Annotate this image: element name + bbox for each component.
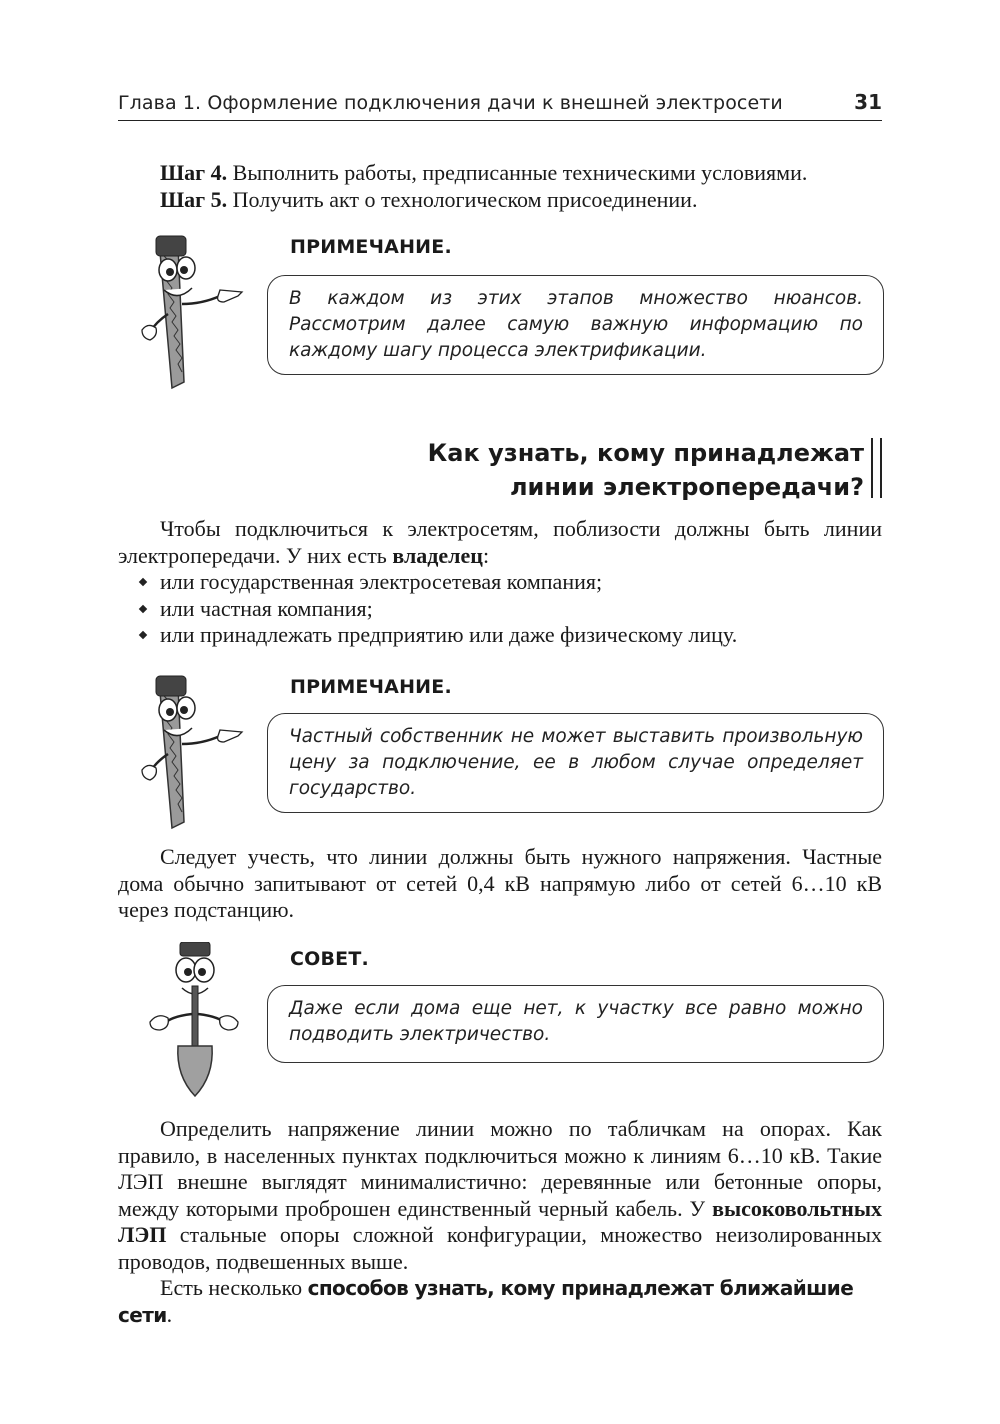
final-block — [118, 1116, 882, 1328]
list-item: или государственная электросетевая компания; — [118, 569, 882, 596]
step-5 — [118, 187, 882, 214]
owner-list — [118, 569, 882, 649]
step-4-label: Шаг 4. — [160, 160, 228, 185]
intro-paragraph — [118, 516, 882, 569]
chapter-title: Глава 1. Оформление подключения дачи к внешней электросети — [118, 92, 783, 114]
note-2-title: ПРИМЕЧАНИЕ. — [290, 676, 452, 698]
intro-bold: владелец — [392, 542, 483, 568]
running-header — [118, 92, 882, 121]
voltage-paragraph: Следует учесть, что линии должны быть нужного напряжения. Частные дома обычно запитывают от сетей 0,4 кВ напрямую либо от сетей 6…10 кВ через подстанцию. — [118, 844, 882, 922]
saw-mascot-icon — [138, 232, 250, 392]
step-4-text: Выполнить работы, предписанные техническими условиями. — [227, 160, 808, 185]
intro-tail: : — [482, 542, 490, 568]
steps-block — [118, 160, 882, 213]
last-line-tail: . — [166, 1301, 173, 1327]
list-item: или частная компания; — [118, 596, 882, 623]
last-line-text: Есть несколько — [160, 1275, 308, 1300]
note-1-box: В каждом из этих этапов множество нюансов. Рассмотрим далее самую важную информацию по каждому шагу процесса электрификации. — [267, 275, 884, 375]
page-number: 31 — [854, 90, 882, 114]
intro-block — [118, 516, 882, 649]
tip-title: СОВЕТ. — [290, 948, 369, 970]
intro-text: Чтобы подключиться к электросетям, поблизости должны быть линии электропередачи. У них есть — [118, 516, 882, 568]
note-1-title: ПРИМЕЧАНИЕ. — [290, 236, 452, 258]
heading-bars — [871, 438, 882, 498]
section-heading — [428, 436, 882, 504]
step-4 — [118, 160, 882, 187]
last-line-bold: способов узнать, кому принадлежат ближайшие сети — [118, 1276, 854, 1327]
step-5-text: Получить акт о технологическом присоединении. — [227, 186, 698, 212]
note-2-box: Частный собственник не может выставить произвольную цену за подключение, ее в любом случае определяет государство. — [267, 713, 884, 813]
step-5-label: Шаг 5. — [160, 186, 228, 212]
final-paragraph — [118, 1116, 882, 1275]
voltage-block — [118, 844, 882, 924]
heading-line-2: линии электропередачи? — [509, 473, 864, 501]
final-text-1: Определить напряжение линии можно по табличкам на опорах. Как правило, в населенных пунктах подключиться можно к линиям 6…10 кВ. Такие ЛЭП внешне выглядят минималистично: деревянные или бетонные опоры, между которыми проброшен единственный черный кабель. У — [118, 1116, 882, 1221]
shovel-mascot-icon — [148, 942, 240, 1098]
last-line — [118, 1275, 882, 1328]
final-text-2: стальные опоры сложной конфигурации, множество неизолированных проводов, подвешенных выше. — [118, 1222, 882, 1274]
heading-line-1: Как узнать, кому принадлежат — [427, 439, 864, 467]
list-item: или принадлежать предприятию или даже физическому лицу. — [118, 622, 882, 649]
saw-mascot-icon — [138, 672, 250, 832]
tip-box: Даже если дома еще нет, к участку все равно можно подводить электричество. — [267, 985, 884, 1063]
final-bold: высоковольтных ЛЭП — [118, 1195, 882, 1247]
